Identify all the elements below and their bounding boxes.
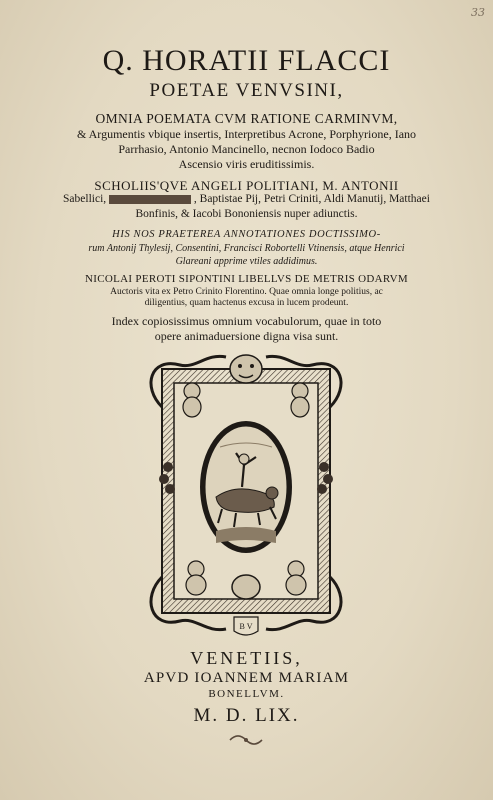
contents-line: & Argumentis vbique insertis, Interpretibus Acrone, Porphyrione, Iano <box>76 127 417 141</box>
perotti-line: diligentius, quam hactenus excusa in lucem prodeunt. <box>144 298 349 308</box>
contents-line: Parrhasio, Antonio Mancinello, necnon Iodoco Badio <box>118 142 375 156</box>
printer-initials: B V <box>239 622 253 631</box>
index-line: opere animaduersione digna visa sunt. <box>154 329 339 343</box>
annotations-line: rum Antonij Thylesij, Consentini, Francisci Robortelli Vtinensis, atque Henrici <box>88 243 405 254</box>
imprint-city: VENETIIS, <box>190 648 303 668</box>
contents-heading: OMNIA POEMATA CVM RATIONE CARMINVM, <box>95 111 398 126</box>
perotti-heading: NICOLAI PEROTI SIPONTINI LIBELLVS DE METRIS ODARVM <box>85 273 408 285</box>
scholia-text: Sabellici, <box>63 193 107 205</box>
shelfmark-annotation: 33 <box>471 6 485 19</box>
mask-ornament <box>230 355 262 383</box>
scholia-text: , Baptistae Pij, Petri Criniti, Aldi Manutij, Matthaei <box>193 193 430 205</box>
redaction-mark <box>109 195 191 204</box>
title-author: Q. HORATII FLACCI <box>102 44 391 77</box>
imprint-publisher: APVD IOANNEM MARIAM <box>143 670 350 686</box>
imprint-year: M. D. LIX. <box>193 705 300 726</box>
scholia-line <box>0 193 493 205</box>
lower-mask-ornament <box>232 575 260 599</box>
annotations-line: Glareani apprime vtiles addidimus. <box>175 256 318 267</box>
annotations-heading: HIS NOS PRAETEREA ANNOTATIONES DOCTISSIMO- <box>112 229 381 240</box>
perotti-line: Auctoris vita ex Petro Crinito Florentino. Quae omnia longe politius, ac <box>110 287 383 297</box>
imprint-publisher-surname: BONELLVM. <box>208 688 285 700</box>
index-line: Index copiosissimus omnium vocabulorum, quae in toto <box>111 314 382 328</box>
scholia-heading: SCHOLIIS'QVE ANGELI POLITIANI, M. ANTONII <box>94 178 399 193</box>
scholia-line: Bonfinis, & Iacobi Bononiensis nuper adiunctis. <box>135 208 358 220</box>
fleuron-ornament <box>228 732 264 748</box>
printers-device-woodcut <box>146 347 346 639</box>
title-subtitle: POETAE VENVSINI, <box>149 80 344 101</box>
contents-line: Ascensio viris eruditissimis. <box>178 157 315 171</box>
